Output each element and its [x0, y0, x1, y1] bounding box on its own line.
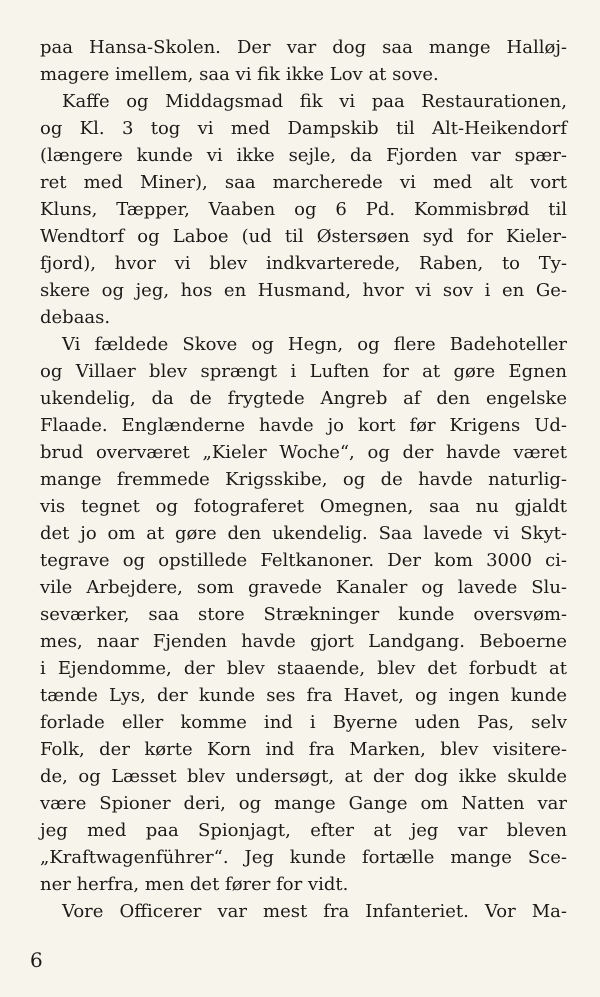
text-line: paa Hansa-Skolen. Der var dog saa mange Halløj- [40, 37, 567, 58]
text-line: Vore Officerer var mest fra Infanteriet. Vor Ma- [62, 901, 567, 922]
text-line: Flaade. Englænderne havde jo kort før Krigens Ud- [40, 415, 567, 436]
text-line: vis tegnet og fotograferet Omegnen, saa nu gjaldt [40, 496, 567, 517]
text-line: det jo om at gøre den ukendelig. Saa lavede vi Skyt- [40, 523, 567, 544]
body-text [40, 34, 567, 925]
text-line: mange fremmede Krigsskibe, og de havde naturlig- [40, 469, 567, 490]
text-line: være Spioner deri, og mange Gange om Natten var [40, 793, 567, 814]
text-line: jeg med paa Spionjagt, efter at jeg var bleven [40, 820, 567, 841]
text-line: tegrave og opstillede Feltkanoner. Der kom 3000 ci- [40, 550, 567, 571]
text-line: seværker, saa store Strækninger kunde oversvøm- [40, 604, 567, 625]
text-line: i Ejendomme, der blev staaende, blev det forbudt at [40, 658, 567, 679]
text-line: mes, naar Fjenden havde gjort Landgang. Beboerne [40, 631, 567, 652]
text-line: magere imellem, saa vi fik ikke Lov at sove. [40, 64, 439, 85]
text-line: (længere kunde vi ikke sejle, da Fjorden var spær- [40, 145, 567, 166]
text-line: ner herfra, men det fører for vidt. [40, 874, 349, 895]
text-line: Wendtorf og Laboe (ud til Østersøen syd for Kieler- [40, 226, 567, 247]
paragraph [40, 898, 567, 925]
text-line: de, og Læsset blev undersøgt, at der dog ikke skulde [40, 766, 567, 787]
text-line: forlade eller komme ind i Byerne uden Pas, selv [40, 712, 567, 733]
text-line: vile Arbejdere, som gravede Kanaler og lavede Slu- [40, 577, 567, 598]
page-number: 6 [30, 948, 43, 972]
text-line: Folk, der kørte Korn ind fra Marken, blev visitere- [40, 739, 567, 760]
text-line: Kaffe og Middagsmad fik vi paa Restaurationen, [62, 91, 567, 112]
text-line: brud overværet „Kieler Woche“, og der havde været [40, 442, 567, 463]
paragraph [40, 34, 567, 88]
text-line: fjord), hvor vi blev indkvarterede, Raben, to Ty- [40, 253, 567, 274]
text-line: ret med Miner), saa marcherede vi med alt vort [40, 172, 567, 193]
paragraph [40, 88, 567, 331]
text-line: Kluns, Tæpper, Vaaben og 6 Pd. Kommisbrød til [40, 199, 567, 220]
text-line: debaas. [40, 307, 111, 328]
text-line: Vi fældede Skove og Hegn, og flere Badehoteller [62, 334, 567, 355]
text-line: og Villaer blev sprængt i Luften for at gøre Egnen [40, 361, 567, 382]
text-line: „Kraftwagenführer“. Jeg kunde fortælle mange Sce- [40, 847, 567, 868]
text-line: og Kl. 3 tog vi med Dampskib til Alt-Heikendorf [40, 118, 567, 139]
paragraph [40, 331, 567, 898]
text-line: skere og jeg, hos en Husmand, hvor vi sov i en Ge- [40, 280, 567, 301]
text-line: ukendelig, da de frygtede Angreb af den engelske [40, 388, 567, 409]
text-line: tænde Lys, der kunde ses fra Havet, og ingen kunde [40, 685, 567, 706]
